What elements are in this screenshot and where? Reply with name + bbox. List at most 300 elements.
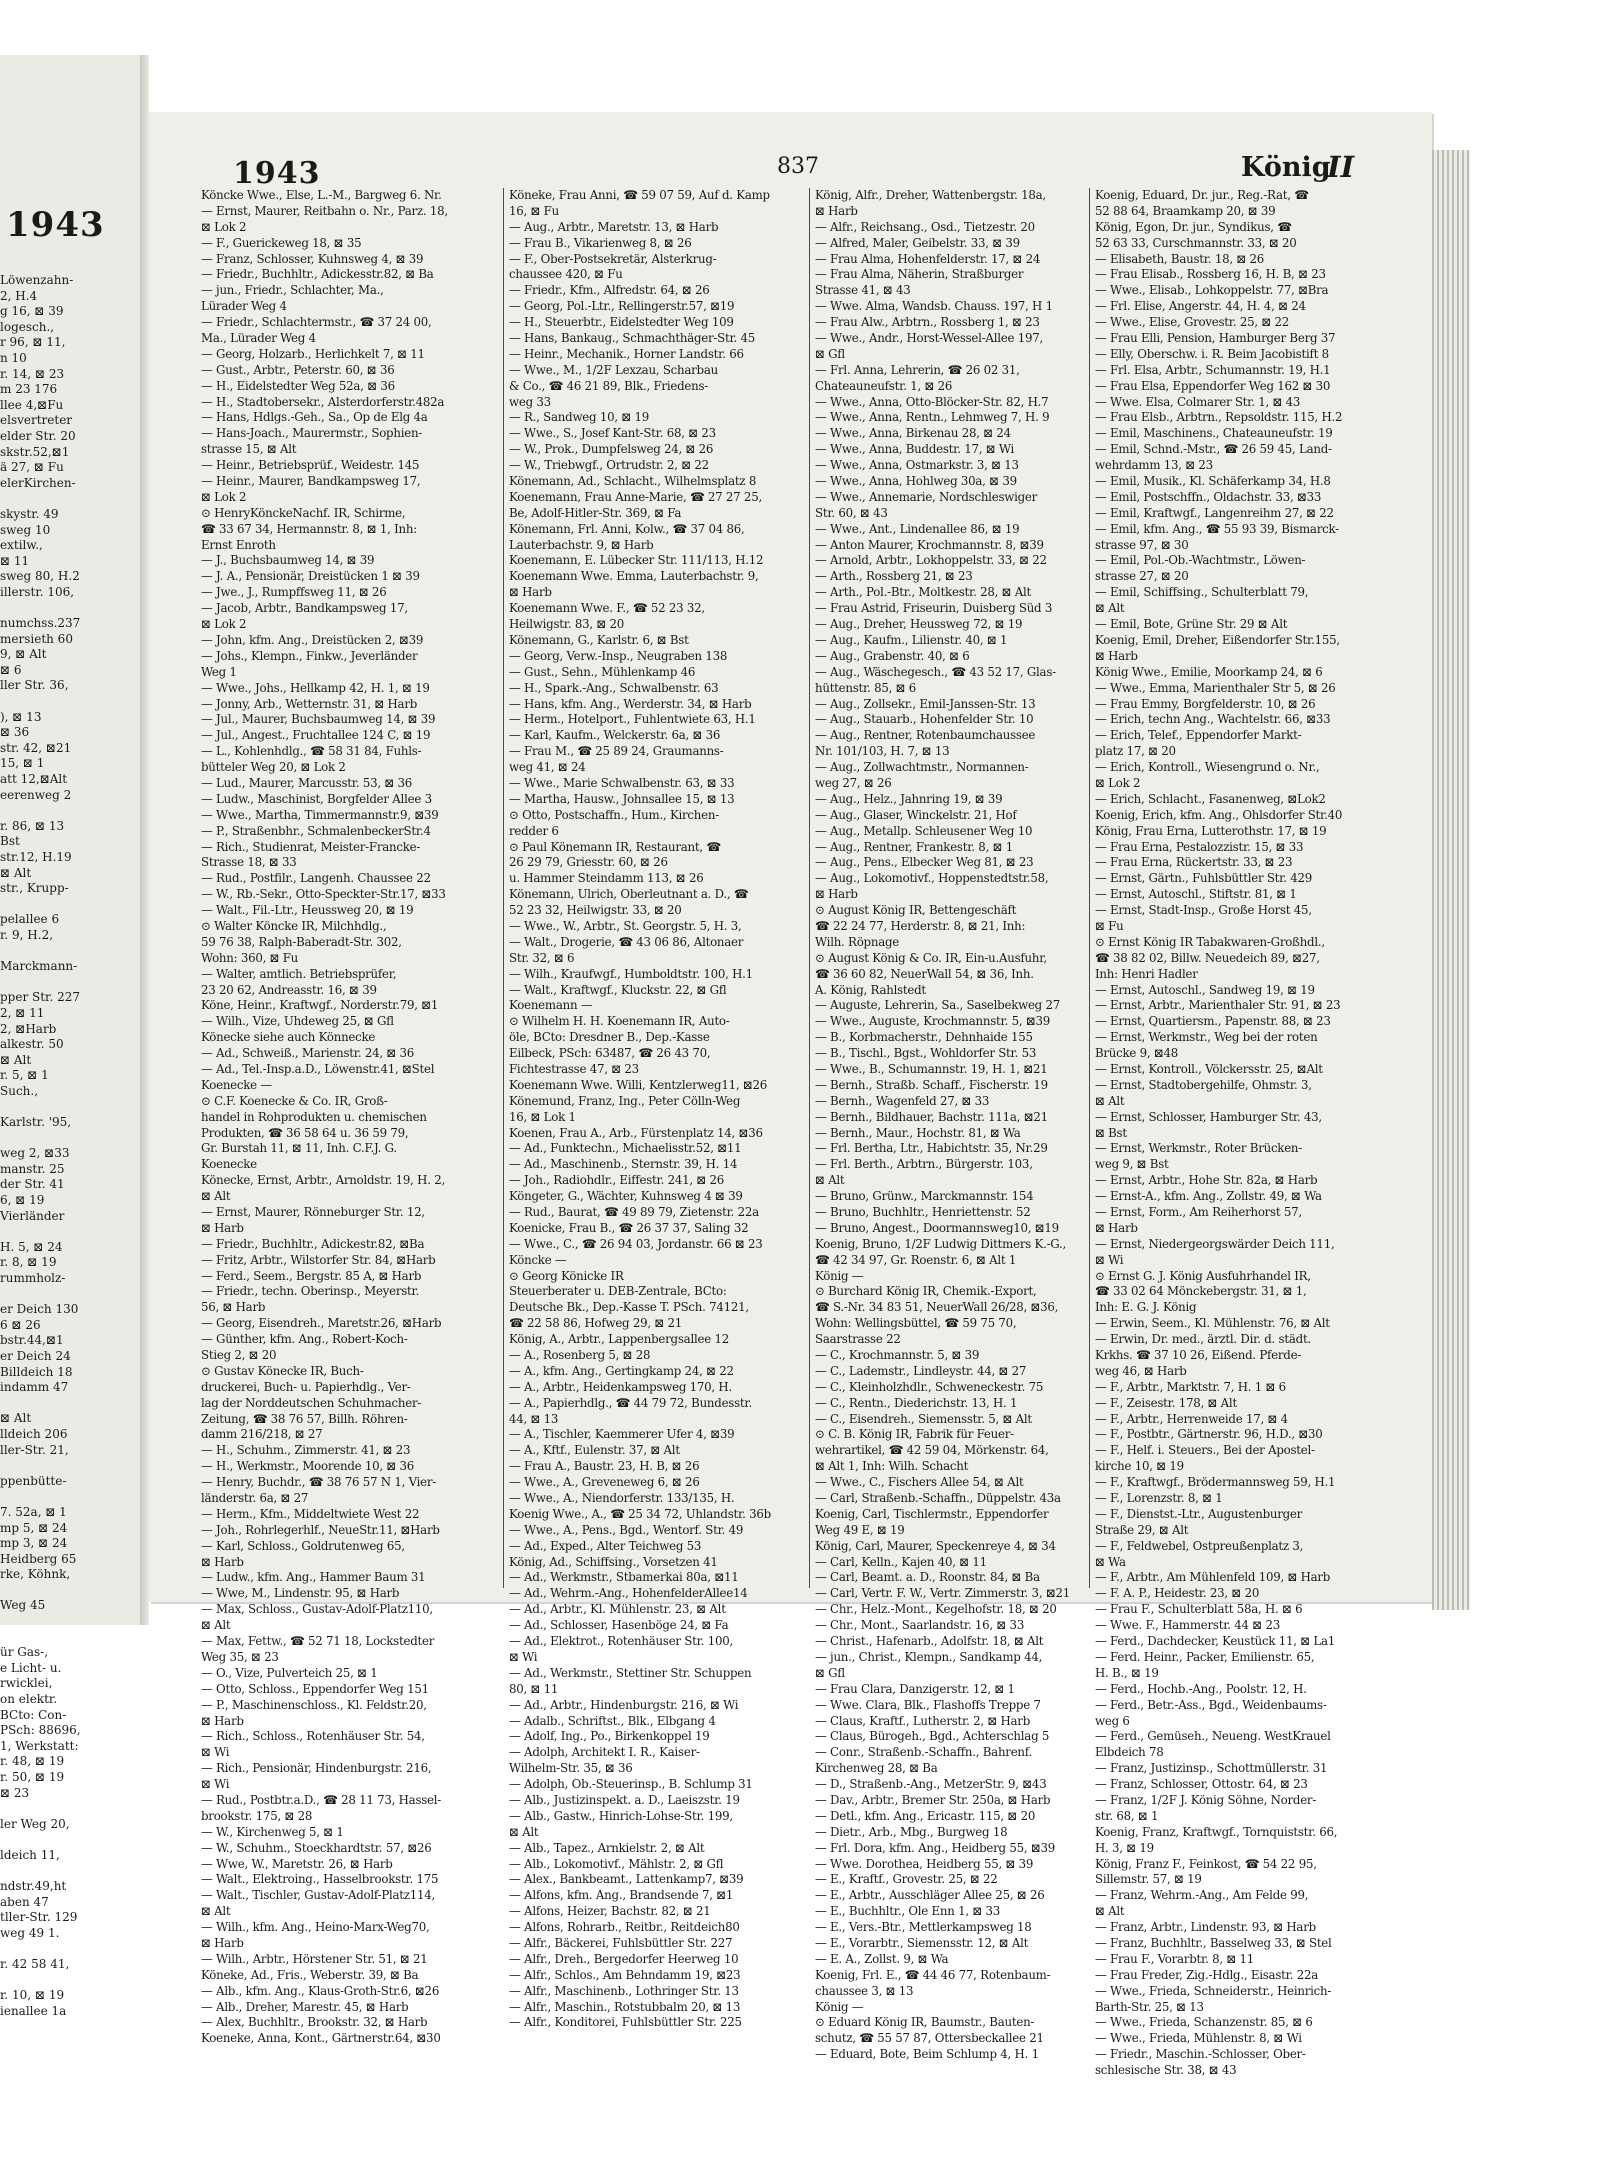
directory-entry-line: ⊙ Wilhelm H. H. Koenemann IR, Auto-	[509, 1014, 730, 1029]
directory-entry-line: — Bernh., Bildhauer, Bachstr. 111a, ⊠21	[815, 1109, 1048, 1124]
directory-entry-line: — Jul., Angest., Fruchtallee 124 C, ⊠ 19	[201, 728, 431, 743]
directory-entry-line: — Wilh., kfm. Ang., Heino-Marx-Weg70,	[201, 1920, 430, 1935]
directory-entry-line: — Elly, Oberschw. i. R. Beim Jacobistift 8	[1095, 346, 1329, 361]
directory-entry-line: — Ferd. Heinr., Packer, Emilienstr. 65,	[1095, 1649, 1315, 1664]
directory-entry-line: — Adolph, Ob.-Steuerinsp., B. Schlump 31	[509, 1777, 753, 1792]
header-keyword: König	[1241, 152, 1331, 183]
directory-entry-line: — Frau Elsb., Arbtrn., Repsoldstr. 115, H.2	[1095, 410, 1343, 425]
directory-entry-line: — F., Zeisestr. 178, ⊠ Alt	[1095, 1395, 1237, 1410]
directory-entry-line: — Wwe., Johs., Hellkamp 42, H. 1, ⊠ 19	[201, 680, 430, 695]
directory-entry-line: ⊠ Wi	[201, 1777, 230, 1792]
directory-entry-line: Koenemann Wwe. Willi, Kentzlerweg11, ⊠26	[509, 1077, 767, 1092]
facing-page-line: tller-Str. 129	[0, 1910, 78, 1925]
facing-page-line	[0, 600, 140, 616]
directory-entry-line: Weg 1	[201, 664, 237, 679]
directory-entry-line: 59 76 38, Ralph-Baberadt-Str. 302,	[201, 934, 402, 949]
directory-entry-line: Koenig, Frl. E., ☎ 44 46 77, Rotenbaum-	[815, 1967, 1051, 1982]
directory-entry-line: ⊠ Lok 2	[201, 489, 247, 504]
directory-entry-line: platz 17, ⊠ 20	[1095, 744, 1176, 759]
directory-entry-line: — Frl. Anna, Lehrerin, ☎ 26 02 31,	[815, 362, 1020, 377]
directory-entry-line: ⊙ August König & Co. IR, Ein-u.Ausfuhr,	[815, 950, 1047, 965]
facing-page-line: Weg 45	[0, 1598, 46, 1613]
facing-page-line: er Deich 130	[0, 1302, 79, 1317]
directory-entry-line: Weg 49 E, ⊠ 19	[815, 1522, 905, 1537]
directory-entry-line: ⊠ Harb	[1095, 1220, 1138, 1235]
directory-entry-line: Weg 35, ⊠ 23	[201, 1649, 279, 1664]
directory-entry-line: — Wilh., Vize, Uhdeweg 25, ⊠ Gfl	[201, 1014, 394, 1029]
directory-entry-line: — E., Buchhltr., Ole Enn 1, ⊠ 33	[815, 1904, 1000, 1919]
directory-entry-line: Brücke 9, ⊠48	[1095, 1046, 1179, 1061]
directory-entry-line: 52 63 33, Curschmannstr. 33, ⊠ 20	[1095, 235, 1297, 250]
directory-entry-line: — Christ., Hafenarb., Adolfstr. 18, ⊠ Alt	[815, 1634, 1044, 1649]
directory-entry-line: — Ad., Werkmstr., Stbamerkai 80a, ⊠11	[509, 1570, 739, 1585]
directory-entry-line: Koenig Wwe., A., ☎ 25 34 72, Uhlandstr. 36b	[509, 1506, 771, 1521]
directory-entry-line: — Wwe., Anna, Buddestr. 17, ⊠ Wi	[815, 442, 1015, 457]
facing-page-line	[0, 1832, 140, 1848]
directory-entry-line: — Wwe., Annemarie, Nordschleswiger	[815, 489, 1038, 504]
directory-entry-line: — C., Rentn., Diederichstr. 13, H. 1	[815, 1395, 1018, 1410]
directory-entry-line: Könemann, Ulrich, Oberleutnant a. D., ☎	[509, 887, 749, 902]
facing-page-line: skstr.52,⊠1	[0, 444, 70, 459]
directory-entry-line: ⊠ Harb	[201, 1935, 244, 1950]
directory-entry-line: — Bernh., Maur., Hochstr. 81, ⊠ Wa	[815, 1125, 1021, 1140]
directory-entry-line: bütteler Weg 20, ⊠ Lok 2	[201, 760, 346, 775]
directory-entry-line: ⊠ Harb	[201, 1554, 244, 1569]
facing-page-line	[0, 897, 140, 913]
facing-page-line: 1, Werkstatt:	[0, 1738, 79, 1753]
facing-page-line: skystr. 49	[0, 506, 59, 521]
directory-entry-line: ⊠ Harb	[201, 1220, 244, 1235]
directory-entry-line: — Bruno, Grünw., Marckmannstr. 154	[815, 1189, 1034, 1204]
facing-page-line: ür Gas-,	[0, 1645, 49, 1660]
facing-page-line: BCto: Con-	[0, 1707, 67, 1722]
facing-page-line: mp 3, ⊠ 24	[0, 1536, 68, 1551]
directory-entry-line: — Erich, techn Ang., Wachtelstr. 66, ⊠33	[1095, 712, 1331, 727]
directory-entry-line: — C., Lademstr., Lindleystr. 44, ⊠ 27	[815, 1363, 1027, 1378]
directory-entry-line: ⊠ Alt	[815, 1173, 845, 1188]
directory-entry-line: — Ernst, Schlosser, Hamburger Str. 43,	[1095, 1109, 1322, 1124]
directory-entry-line: — Frau Elsa, Eppendorfer Weg 162 ⊠ 30	[1095, 378, 1331, 393]
directory-entry-line: — Ernst, Form., Am Reiherhorst 57,	[1095, 1205, 1302, 1219]
directory-entry-line: — Ernst, Arbtr., Marienthaler Str. 91, ⊠ 23	[1095, 998, 1341, 1013]
directory-entry-line: — Heinr., Betriebsprüf., Weidestr. 145	[201, 458, 420, 473]
directory-entry-line: — Wwe., Frieda, Schanzenstr. 85, ⊠ 6	[1095, 2015, 1313, 2030]
directory-entry-line: — Ad., Werkmstr., Stettiner Str. Schuppen	[509, 1665, 752, 1680]
book-gutter	[140, 55, 149, 1625]
facing-page-line: 2, H.4	[0, 288, 38, 303]
directory-entry-line: Sillemstr. 57, ⊠ 19	[1095, 1872, 1202, 1887]
directory-entry-line: Inh: E. G. J. König	[1095, 1300, 1197, 1315]
directory-entry-line: — H., Eidelstedter Weg 52a, ⊠ 36	[201, 378, 395, 393]
directory-entry-line: — Aug., Grabenstr. 40, ⊠ 6	[815, 648, 970, 663]
directory-entry-line: ⊙ HenryKönckeNachf. IR, Schirme,	[201, 505, 406, 520]
directory-entry-line: 23 20 62, Andreasstr. 16, ⊠ 39	[201, 982, 377, 997]
directory-entry-line: — Lud., Maurer, Marcusstr. 53, ⊠ 36	[201, 775, 413, 790]
directory-entry-line: — Walt., Kraftwgf., Kluckstr. 22, ⊠ Gfl	[509, 982, 727, 997]
facing-page-line: 7. 52a, ⊠ 1	[0, 1504, 67, 1519]
directory-entry-line: ⊠ Alt	[201, 1904, 231, 1919]
facing-page-line: att 12,⊠Alt	[0, 772, 68, 786]
directory-entry-line: — F., Ober-Postsekretär, Alsterkrug-	[509, 251, 717, 266]
directory-entry-line: ⊠ Alt	[1095, 1904, 1125, 1919]
directory-entry-line: — Frau Astrid, Friseurin, Duisberg Süd 3	[815, 601, 1053, 616]
directory-entry-line: — Franz, 1/2F J. König Söhne, Norder-	[1095, 1792, 1317, 1807]
directory-entry-line: — Dietr., Arb., Mbg., Burgweg 18	[815, 1824, 1008, 1839]
directory-entry-line: König, A., Arbtr., Lappenbergsallee 12	[509, 1332, 729, 1347]
directory-entry-line: — Franz, Buchhltr., Basselweg 33, ⊠ Stel	[1095, 1935, 1332, 1950]
facing-page-line	[0, 803, 140, 819]
facing-page-line: Billdeich 18	[0, 1364, 73, 1379]
directory-entry-line: — Rich., Studienrat, Meister-Francke-	[201, 839, 421, 854]
directory-entry-line: — Adolf, Ing., Po., Birkenkoppel 19	[509, 1729, 710, 1744]
directory-entry-line: Str. 32, ⊠ 6	[509, 950, 575, 965]
directory-entry-line: ⊠ Alt	[201, 1189, 231, 1204]
directory-entry-line: Könemund, Franz, Ing., Peter Cölln-Weg	[509, 1093, 741, 1108]
directory-entry-line: — F., Lorenzstr. 8, ⊠ 1	[1095, 1491, 1223, 1506]
directory-entry-line: — F., Postbtr., Gärtnerstr. 96, H.D., ⊠30	[1095, 1427, 1323, 1442]
directory-entry-line: — C., Eisendreh., Siemensstr. 5, ⊠ Alt	[815, 1411, 1032, 1426]
facing-page-line: alkestr. 50	[0, 1037, 64, 1052]
directory-entry-line: — O., Vize, Pulverteich 25, ⊠ 1	[201, 1665, 378, 1680]
directory-entry-line: — E., Kraftf., Grovestr. 25, ⊠ 22	[815, 1872, 998, 1887]
directory-entry-line: ⊠ Harb	[1095, 648, 1138, 663]
directory-entry-line: — C., Kleinholzhdlr., Schweneckestr. 75	[815, 1379, 1044, 1394]
directory-entry-line: — Max, Fettw., ☎ 52 71 18, Lockstedter	[201, 1634, 435, 1649]
directory-entry-line: — Wwe., C., ☎ 26 94 03, Jordanstr. 66 ⊠ 23	[509, 1236, 763, 1251]
directory-entry-line: — Jonny, Arb., Wetternstr. 31, ⊠ Harb	[201, 696, 418, 711]
directory-entry-line: Koenig, Erich, kfm. Ang., Ohlsdorfer Str.40	[1095, 807, 1343, 822]
directory-entry-line: — Bernh., Straßb. Schaff., Fischerstr. 19	[815, 1077, 1048, 1092]
directory-entry-line: Eilbeck, PSch: 63487, ☎ 26 43 70,	[509, 1046, 711, 1061]
directory-entry-line: — E., Vorarbtr., Siemensstr. 12, ⊠ Alt	[815, 1935, 1029, 1950]
facing-page-line: on elektr.	[0, 1692, 58, 1707]
facing-page-line: ⊠ 6	[0, 662, 22, 677]
directory-entry-line: — Erwin, Seem., Kl. Mühlenstr. 76, ⊠ Alt	[1095, 1316, 1330, 1331]
directory-entry-line: — Claus, Bürogeh., Bgd., Achterschlag 5	[815, 1729, 1050, 1744]
directory-entry-line: — Ernst, Quartiersm., Papenstr. 88, ⊠ 23	[1095, 1014, 1331, 1029]
facing-page-line	[0, 1396, 140, 1412]
facing-page-line: bstr.44,⊠1	[0, 1333, 64, 1348]
directory-entry-line: ⊠ Wi	[201, 1745, 230, 1760]
directory-entry-line: — Heinr., Maurer, Bandkampsweg 17,	[201, 474, 421, 489]
directory-entry-line: ⊠ Lok 2	[1095, 775, 1141, 790]
directory-entry-line: — Ernst, Maurer, Reitbahn o. Nr., Parz. 18,	[201, 203, 448, 218]
facing-page-line: Heidberg 65	[0, 1551, 77, 1566]
directory-column-3	[815, 188, 1107, 2063]
facing-page-line	[0, 1630, 140, 1646]
directory-entry-line: — Wwe., A., Greveneweg 6, ⊠ 26	[509, 1475, 700, 1490]
directory-entry-line: — A., Rosenberg 5, ⊠ 28	[509, 1348, 651, 1363]
directory-entry-line: — Ernst, Kontroll., Völckersstr. 25, ⊠Alt	[1095, 1061, 1323, 1076]
facing-page-line	[0, 694, 140, 710]
directory-entry-line: — P., Maschinenschloss., Kl. Feldstr.20,	[201, 1697, 427, 1712]
directory-entry-line: — Carl, Beamt. a. D., Roonstr. 84, ⊠ Ba	[815, 1570, 1040, 1585]
directory-entry-line: — Aug., Stauarb., Hohenfelder Str. 10	[815, 712, 1034, 727]
directory-entry-line: — Adolph, Architekt I. R., Kaiser-	[509, 1745, 700, 1760]
facing-page-line: r. 9, H.2,	[0, 927, 54, 942]
directory-entry-line: — Wwe., Anna, Hohlweg 30a, ⊠ 39	[815, 474, 1017, 489]
directory-entry-line: — Ad., Schweiß., Marienstr. 24, ⊠ 36	[201, 1046, 415, 1061]
directory-entry-line: — F., Arbtr., Herrenweide 17, ⊠ 4	[1095, 1411, 1288, 1426]
directory-entry-line: — Alfons, kfm. Ang., Brandsende 7, ⊠1	[509, 1888, 734, 1903]
directory-entry-line: ⊠ Harb	[201, 1713, 244, 1728]
directory-entry-line: — Fritz, Arbtr., Wilstorfer Str. 84, ⊠Harb	[201, 1252, 436, 1267]
directory-entry-line: 52 88 64, Braamkamp 20, ⊠ 39	[1095, 203, 1276, 218]
directory-entry-line: — Alb., Lokomotivf., Mählstr. 2, ⊠ Gfl	[509, 1856, 724, 1871]
directory-entry-line: — Emil, Schiffsing., Schulterblatt 79,	[1095, 585, 1309, 600]
directory-entry-line: — Carl, Kelln., Kajen 40, ⊠ 11	[815, 1554, 987, 1569]
directory-entry-line: — Frau F., Schulterblatt 58a, H. ⊠ 6	[1095, 1602, 1303, 1617]
directory-entry-line: — Wwe., Anna, Rentn., Lehmweg 7, H. 9	[815, 410, 1050, 425]
directory-entry-line: ⊠ Alt	[509, 1824, 539, 1839]
directory-entry-line: — Frau Alw., Arbtrn., Rossberg 1, ⊠ 23	[815, 315, 1040, 330]
facing-page-line: str. 42, ⊠21	[0, 740, 72, 755]
facing-page-line: Vierländer	[0, 1208, 65, 1223]
facing-page-line: llee 4,⊠Fu	[0, 397, 64, 412]
directory-entry-line: — Eduard, Bote, Beim Schlump 4, H. 1	[815, 2047, 1039, 2062]
directory-entry-line: — Bruno, Angest., Doormannsweg10, ⊠19	[815, 1220, 1059, 1235]
directory-entry-line: Köncke —	[509, 1252, 567, 1267]
directory-entry-line: — Aug., Pens., Elbecker Weg 81, ⊠ 23	[815, 855, 1034, 870]
directory-column-1	[201, 188, 493, 2047]
facing-page-line: 2, ⊠ 11	[0, 1005, 45, 1020]
directory-entry-line: 44, ⊠ 13	[509, 1411, 559, 1426]
directory-entry-line: — H., Spark.-Ang., Schwalbenstr. 63	[509, 680, 719, 695]
directory-entry-line: — Ernst, Arbtr., Hohe Str. 82a, ⊠ Harb	[1095, 1173, 1318, 1188]
directory-entry-line: Koenecke —	[201, 1077, 272, 1092]
directory-entry-line: Lürader Weg 4	[201, 299, 287, 314]
directory-entry-line: ⊠ Bst	[1095, 1125, 1127, 1140]
facing-page-line: r. 5, ⊠ 1	[0, 1068, 49, 1083]
facing-page-line: r 96, ⊠ 11,	[0, 335, 66, 350]
directory-entry-line: Barth-Str. 25, ⊠ 13	[1095, 1999, 1204, 2014]
directory-entry-line: Koenemann, Frau Anne-Marie, ☎ 27 27 25,	[509, 489, 762, 504]
directory-entry-line: — H., Werkmstr., Moorende 10, ⊠ 36	[201, 1459, 415, 1474]
directory-entry-line: — Ad., Exped., Alter Teichweg 53	[509, 1538, 702, 1553]
directory-entry-line: — Wwe., Anna, Ostmarkstr. 3, ⊠ 13	[815, 458, 1019, 473]
facing-page-line: mp 5, ⊠ 24	[0, 1520, 68, 1535]
directory-entry-line: Köngeter, G., Wächter, Kuhnsweg 4 ⊠ 39	[509, 1189, 743, 1204]
directory-entry-line: — E. A., Zollst. 9, ⊠ Wa	[815, 1951, 949, 1966]
directory-entry-line: Steuerberater u. DEB-Zentrale, BCto:	[509, 1284, 727, 1299]
directory-entry-line: — L., Kohlenhdlg., ☎ 58 31 84, Fuhls-	[201, 744, 422, 759]
directory-entry-line: Wilhelm-Str. 35, ⊠ 36	[509, 1761, 633, 1776]
directory-entry-line: — Wilh., Kraufwgf., Humboldtstr. 100, H.1	[509, 966, 753, 981]
directory-entry-line: — Frau Freder, Zig.-Hdlg., Eisastr. 22a	[1095, 1967, 1319, 1982]
directory-entry-line: König —	[815, 1999, 864, 2014]
directory-entry-line: — Otto, Schloss., Eppendorfer Weg 151	[201, 1681, 429, 1696]
facing-page-line: extilw.,	[0, 538, 43, 553]
facing-page-line: Karlstr. '95,	[0, 1115, 72, 1130]
directory-entry-line: — Ernst, Gärtn., Fuhlsbüttler Str. 429	[1095, 871, 1313, 886]
directory-entry-line: strasse 15, ⊠ Alt	[201, 442, 297, 457]
directory-entry-line: — F., Helf. i. Steuers., Bei der Apostel-	[1095, 1443, 1315, 1458]
directory-entry-line: — Wwe., Emma, Marienthaler Str 5, ⊠ 26	[1095, 680, 1336, 695]
directory-entry-line: Ma., Lürader Weg 4	[201, 331, 316, 346]
directory-entry-line: König, Egon, Dr. jur., Syndikus, ☎	[1095, 219, 1292, 234]
directory-entry-line: Gr. Burstah 11, ⊠ 11, Inh. C.F.J. G.	[201, 1141, 397, 1156]
facing-page-line: mersieth 60	[0, 631, 73, 646]
directory-entry-line: Könemann, Ad., Schlacht., Wilhelmsplatz 8	[509, 474, 757, 489]
directory-entry-line: — Ferd., Gemüseh., Neueng. WestKrauel	[1095, 1729, 1331, 1744]
directory-entry-line: Wilh. Röpnage	[815, 934, 900, 949]
directory-entry-line: — Georg, Eisendreh., Maretstr.26, ⊠Harb	[201, 1316, 442, 1331]
directory-entry-line: Nr. 101/103, H. 7, ⊠ 13	[815, 744, 950, 759]
directory-entry-line: — Aug., Arbtr., Maretstr. 13, ⊠ Harb	[509, 219, 719, 234]
directory-entry-line: ☎ 42 34 97, Gr. Roenstr. 6, ⊠ Alt 1	[815, 1252, 1017, 1267]
directory-entry-line: — D., Straßenb.-Ang., MetzerStr. 9, ⊠43	[815, 1777, 1047, 1792]
directory-entry-line: König, Franz F., Feinkost, ☎ 54 22 95,	[1095, 1856, 1317, 1871]
directory-entry-line: — Wwe., Elisab., Lohkoppelstr. 77, ⊠Bra	[1095, 283, 1329, 298]
directory-entry-line: ⊙ Ernst G. J. König Ausfuhrhandel IR,	[1095, 1268, 1311, 1283]
directory-entry-line: Fichtestrasse 47, ⊠ 23	[509, 1061, 639, 1076]
facing-page-line: ienallee 1a	[0, 2003, 67, 2018]
directory-entry-line: — Joh., Radiohdlr., Eiffestr. 241, ⊠ 26	[509, 1173, 725, 1188]
facing-page-line: elsvertreter	[0, 413, 73, 428]
directory-entry-line: — Friedr., techn. Oberinsp., Meyerstr.	[201, 1284, 420, 1299]
directory-entry-line: — Jul., Maurer, Buchsbaumweg 14, ⊠ 39	[201, 712, 436, 727]
directory-entry-line: — Ad., Maschinenb., Sternstr. 39, H. 14	[509, 1157, 738, 1172]
directory-entry-line: — Frl. Elsa, Arbtr., Schumannstr. 19, H.1	[1095, 362, 1331, 377]
directory-entry-line: kirche 10, ⊠ 19	[1095, 1459, 1184, 1474]
directory-entry-line: — Ernst, Werkmstr., Weg bei der roten	[1095, 1030, 1318, 1045]
directory-entry-line: — Ferd., Seem., Bergstr. 85 A, ⊠ Harb	[201, 1268, 422, 1283]
directory-entry-line: — A., kfm. Ang., Gertingkamp 24, ⊠ 22	[509, 1363, 734, 1378]
directory-entry-line: — Rud., Postfilr., Langenh. Chaussee 22	[201, 871, 431, 886]
facing-page-line: 6, ⊠ 19	[0, 1193, 45, 1208]
directory-entry-line: 56, ⊠ Harb	[201, 1300, 266, 1315]
directory-entry-line: ⊠ Alt	[201, 1618, 231, 1633]
directory-entry-line: Strasse 18, ⊠ 33	[201, 855, 297, 870]
directory-entry-line: — Frau Elli, Pension, Hamburger Berg 37	[1095, 331, 1336, 346]
directory-entry-line: ⊠ Alt 1, Inh: Wilh. Schacht	[815, 1459, 969, 1474]
directory-entry-line: — Rich., Pensionär, Hindenburgstr. 216,	[201, 1761, 432, 1776]
facing-page-line: 15, ⊠ 1	[0, 756, 45, 771]
directory-entry-line: — Frl. Berth., Arbtrn., Bürgerstr. 103,	[815, 1157, 1033, 1172]
directory-entry-line: ⊙ Eduard König IR, Baumstr., Bauten-	[815, 2015, 1035, 2030]
directory-entry-line: — Emil, kfm. Ang., ☎ 55 93 39, Bismarck-	[1095, 521, 1339, 536]
directory-entry-line: — Alb., Justizinspekt. a. D., Laeiszstr. 19	[509, 1792, 740, 1807]
directory-entry-line: — Karl, Schloss., Goldrutenweg 65,	[201, 1538, 405, 1553]
directory-entry-line: — Franz, Schlosser, Kuhnsweg 4, ⊠ 39	[201, 251, 424, 266]
directory-entry-line: — Claus, Kraftf., Lutherstr. 2, ⊠ Harb	[815, 1713, 1030, 1728]
directory-entry-line: — Erich, Telef., Eppendorfer Markt-	[1095, 728, 1302, 743]
directory-entry-line: — E., Vers.-Btr., Mettlerkampsweg 18	[815, 1920, 1032, 1935]
directory-entry-line: — Wwe., A., Pens., Bgd., Wentorf. Str. 49	[509, 1522, 744, 1537]
directory-entry-line: Zeitung, ☎ 38 76 57, Billh. Röhren-	[201, 1411, 408, 1426]
directory-entry-line: Chateauneufstr. 1, ⊠ 26	[815, 378, 953, 393]
directory-entry-line: damm 216/218, ⊠ 27	[201, 1427, 323, 1442]
facing-page-line	[0, 1614, 140, 1630]
directory-entry-line: Könecke siehe auch Könnecke	[201, 1030, 376, 1045]
directory-entry-line: — C., Krochmannstr. 5, ⊠ 39	[815, 1348, 980, 1363]
directory-entry-line: — H., Stadtobersekr., Alsterdorferstr.482a	[201, 394, 445, 409]
facing-page-line: lldeich 206	[0, 1426, 68, 1441]
directory-entry-line: str. 68, ⊠ 1	[1095, 1808, 1159, 1823]
directory-entry-line: — Conr., Straßenb.-Schaffn., Bahrenf.	[815, 1745, 1032, 1760]
directory-entry-line: — Frl. Elise, Angerstr. 44, H. 4, ⊠ 24	[1095, 299, 1306, 314]
directory-entry-line: — Aug., Rentner, Frankestr. 8, ⊠ 1	[815, 839, 1013, 854]
directory-entry-line: — Friedr., Schlachtermstr., ☎ 37 24 00,	[201, 315, 432, 330]
facing-page-line: r. 42 58 41,	[0, 1957, 70, 1972]
facing-page-year: 1943	[6, 205, 105, 245]
facing-page-line: pelallee 6	[0, 912, 60, 927]
directory-entry-line: — Auguste, Lehrerin, Sa., Saselbekweg 27	[815, 998, 1060, 1013]
directory-entry-line: — F., Feldwebel, Ostpreußenplatz 3,	[1095, 1538, 1304, 1553]
directory-entry-line: Be, Adolf-Hitler-Str. 369, ⊠ Fa	[509, 505, 682, 520]
directory-entry-line: König, Carl, Maurer, Speckenreye 4, ⊠ 34	[815, 1538, 1056, 1553]
directory-entry-line: ⊠ Wi	[1095, 1252, 1124, 1267]
directory-entry-line: — Ferd., Dachdecker, Keustück 11, ⊠ La1	[1095, 1634, 1336, 1649]
directory-entry-line: ⊙ Otto, Postschaffn., Hum., Kirchen-	[509, 807, 719, 822]
facing-page-line: rke, Köhnk,	[0, 1567, 71, 1582]
directory-entry-line: — Wwe. Dorothea, Heidberg 55, ⊠ 39	[815, 1856, 1034, 1871]
facing-page-line	[0, 1489, 140, 1505]
directory-entry-line: — Hans, Hdlgs.-Geh., Sa., Op de Elg 4a	[201, 410, 428, 425]
directory-entry-line: — Friedr., Maschin.-Schlosser, Ober-	[1095, 2047, 1306, 2062]
directory-entry-line: weg 46, ⊠ Harb	[1095, 1363, 1187, 1378]
directory-entry-line: — Wwe., B., Schumannstr. 19, H. 1, ⊠21	[815, 1061, 1048, 1076]
directory-entry-line: Könecke, Ernst, Arbtr., Arnoldstr. 19, H. 2,	[201, 1173, 445, 1188]
directory-entry-line: — A., Kftf., Eulenstr. 37, ⊠ Alt	[509, 1443, 680, 1458]
facing-page-line	[0, 1458, 140, 1474]
directory-entry-line: 52 23 32, Heilwigstr. 33, ⊠ 20	[509, 903, 682, 918]
directory-entry-line: wehrartikel, ☎ 42 59 04, Mörkenstr. 64,	[815, 1443, 1049, 1458]
directory-entry-line: — Ad., Tel.-Insp.a.D., Löwenstr.41, ⊠Stel	[201, 1061, 435, 1076]
facing-page-line: weg 49 1.	[0, 1925, 60, 1940]
directory-entry-line: — Joh., Rohrlegerhlf., NeueStr.11, ⊠Harb	[201, 1522, 440, 1537]
directory-entry-line: — Ernst, Stadt-Insp., Große Horst 45,	[1095, 903, 1312, 918]
facing-page-line: sweg 10	[0, 522, 51, 537]
directory-entry-line: Köne, Heinr., Kraftwgf., Norderstr.79, ⊠1	[201, 998, 439, 1013]
facing-page-line	[0, 944, 140, 960]
directory-entry-line: — Aug., Dreher, Heussweg 72, ⊠ 19	[815, 617, 1023, 632]
directory-entry-line: — Aug., Metallp. Schleusener Weg 10	[815, 823, 1033, 838]
facing-page-line: H. 5, ⊠ 24	[0, 1239, 63, 1254]
directory-entry-line: — Emil, Kraftwgf., Langenreihm 27, ⊠ 22	[1095, 505, 1334, 520]
directory-entry-line: Koenig, Bruno, 1/2F Ludwig Dittmers K.-G.,	[815, 1236, 1067, 1251]
directory-entry-line: — Carl, Vertr. F. W., Vertr. Zimmerstr. 3, ⊠21	[815, 1586, 1070, 1601]
facing-page-line: Löwenzahn-	[0, 273, 74, 287]
directory-entry-line: strasse 27, ⊠ 20	[1095, 569, 1189, 584]
directory-entry-line: Ernst Enroth	[201, 537, 276, 552]
directory-entry-line: — W., Schuhm., Stoeckhardtstr. 57, ⊠26	[201, 1840, 432, 1855]
directory-entry-line: — Wwe., C., Fischers Allee 54, ⊠ Alt	[815, 1475, 1024, 1490]
facing-page-line: ⊠ Alt	[0, 1052, 32, 1067]
facing-page-line: 2, ⊠Harb	[0, 1021, 57, 1036]
directory-entry-line: — Georg, Holzarb., Herlichkelt 7, ⊠ 11	[201, 346, 425, 361]
directory-entry-line: — Alfr., Dreh., Bergedorfer Heerweg 10	[509, 1951, 739, 1966]
directory-entry-line: — B., Tischl., Bgst., Wohldorfer Str. 53	[815, 1046, 1037, 1061]
directory-entry-line: ⊙ Gustav Könecke IR, Buch-	[201, 1363, 364, 1378]
directory-entry-line: — Frl. Bertha, Ltr., Habichtstr. 35, Nr.29	[815, 1141, 1048, 1156]
directory-entry-line: — Emil, Postschffn., Oldachstr. 33, ⊠33	[1095, 489, 1322, 504]
facing-page-line: e Licht- u.	[0, 1660, 62, 1675]
directory-entry-line: Krkhs. ☎ 37 10 26, Eißend. Pferde-	[1095, 1348, 1302, 1363]
header-year: 1943	[233, 156, 321, 191]
directory-entry-line: lag der Norddeutschen Schuhmacher-	[201, 1395, 422, 1410]
directory-entry-line: — Aug., Glaser, Winckelstr. 21, Hof	[815, 807, 1017, 822]
directory-entry-line: — jun., Friedr., Schlachter, Ma.,	[201, 283, 384, 298]
facing-page-line: logesch.,	[0, 319, 55, 334]
facing-page-line: r. 50, ⊠ 19	[0, 1770, 65, 1784]
directory-entry-line: — Wwe., Ant., Lindenallee 86, ⊠ 19	[815, 521, 1020, 536]
directory-entry-line: — Alb., kfm. Ang., Klaus-Groth-Str.6, ⊠26	[201, 1983, 440, 1998]
directory-entry-line: schlesische Str. 38, ⊠ 43	[1095, 2063, 1237, 2078]
directory-entry-line: — Frl. Dora, kfm. Ang., Heidberg 55, ⊠39	[815, 1840, 1055, 1855]
directory-entry-line: — Franz, Justizinsp., Schottmüllerstr. 31	[1095, 1761, 1328, 1776]
directory-entry-line: — Adalb., Schriftst., Blk., Elbgang 4	[509, 1713, 716, 1728]
